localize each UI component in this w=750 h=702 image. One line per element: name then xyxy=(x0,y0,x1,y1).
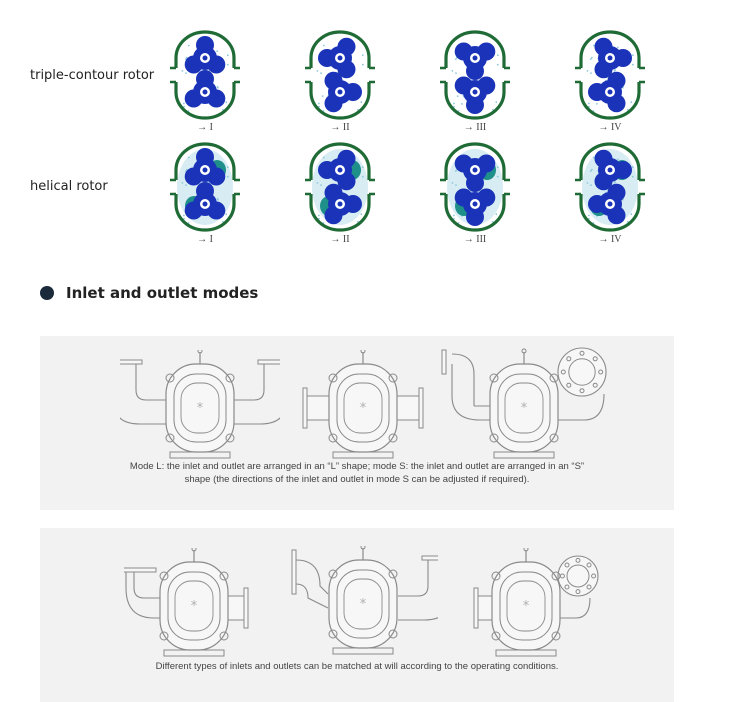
bullet-dot-icon xyxy=(40,286,54,300)
rotor-row-label-helical: helical rotor xyxy=(30,179,108,194)
svg-text:*: * xyxy=(359,401,367,416)
svg-text:*: * xyxy=(190,599,198,614)
section-heading xyxy=(40,284,258,302)
stage-label: → II xyxy=(330,122,350,133)
inlet-outlet-panel-2 xyxy=(40,528,674,702)
pump-drawing-flange-outlet-icon xyxy=(466,548,606,663)
svg-text:*: * xyxy=(522,599,530,614)
svg-text:*: * xyxy=(196,401,204,416)
rotor-row-label-triple: triple-contour rotor xyxy=(30,68,155,83)
stage-label: → IV xyxy=(598,234,622,245)
stage-label: → III xyxy=(463,122,487,133)
caption-line: Different types of inlets and outlets can be matched at will according to the operating conditions. xyxy=(155,661,559,672)
pump-drawing-straight-icon xyxy=(298,350,428,465)
inlet-outlet-panel-1 xyxy=(40,336,674,510)
stage-label: → I xyxy=(197,234,213,245)
stage-label: → IV xyxy=(598,122,622,133)
caption-line: shape (the directions of the inlet and outlet in mode S can be adjusted if required). xyxy=(184,474,530,485)
panel-2-caption xyxy=(100,660,614,673)
panel-1-caption xyxy=(100,460,614,486)
stage-label: → II xyxy=(330,234,350,245)
pump-drawing-top-elbows-icon xyxy=(288,546,438,661)
caption-line: Mode L: the inlet and outlet are arranged in an “L” shape; mode S: the inlet and outlet are arranged in an “S” xyxy=(129,461,585,472)
pump-drawing-s-mode-icon xyxy=(434,344,614,465)
stage-label: → III xyxy=(463,234,487,245)
section-title: Inlet and outlet modes xyxy=(66,284,259,302)
svg-text:*: * xyxy=(359,597,367,612)
pump-drawing-side-elbow-icon xyxy=(124,548,264,663)
svg-text:*: * xyxy=(520,401,528,416)
stage-label: → I xyxy=(197,122,213,133)
pump-drawing-l-mode-icon xyxy=(120,350,280,465)
